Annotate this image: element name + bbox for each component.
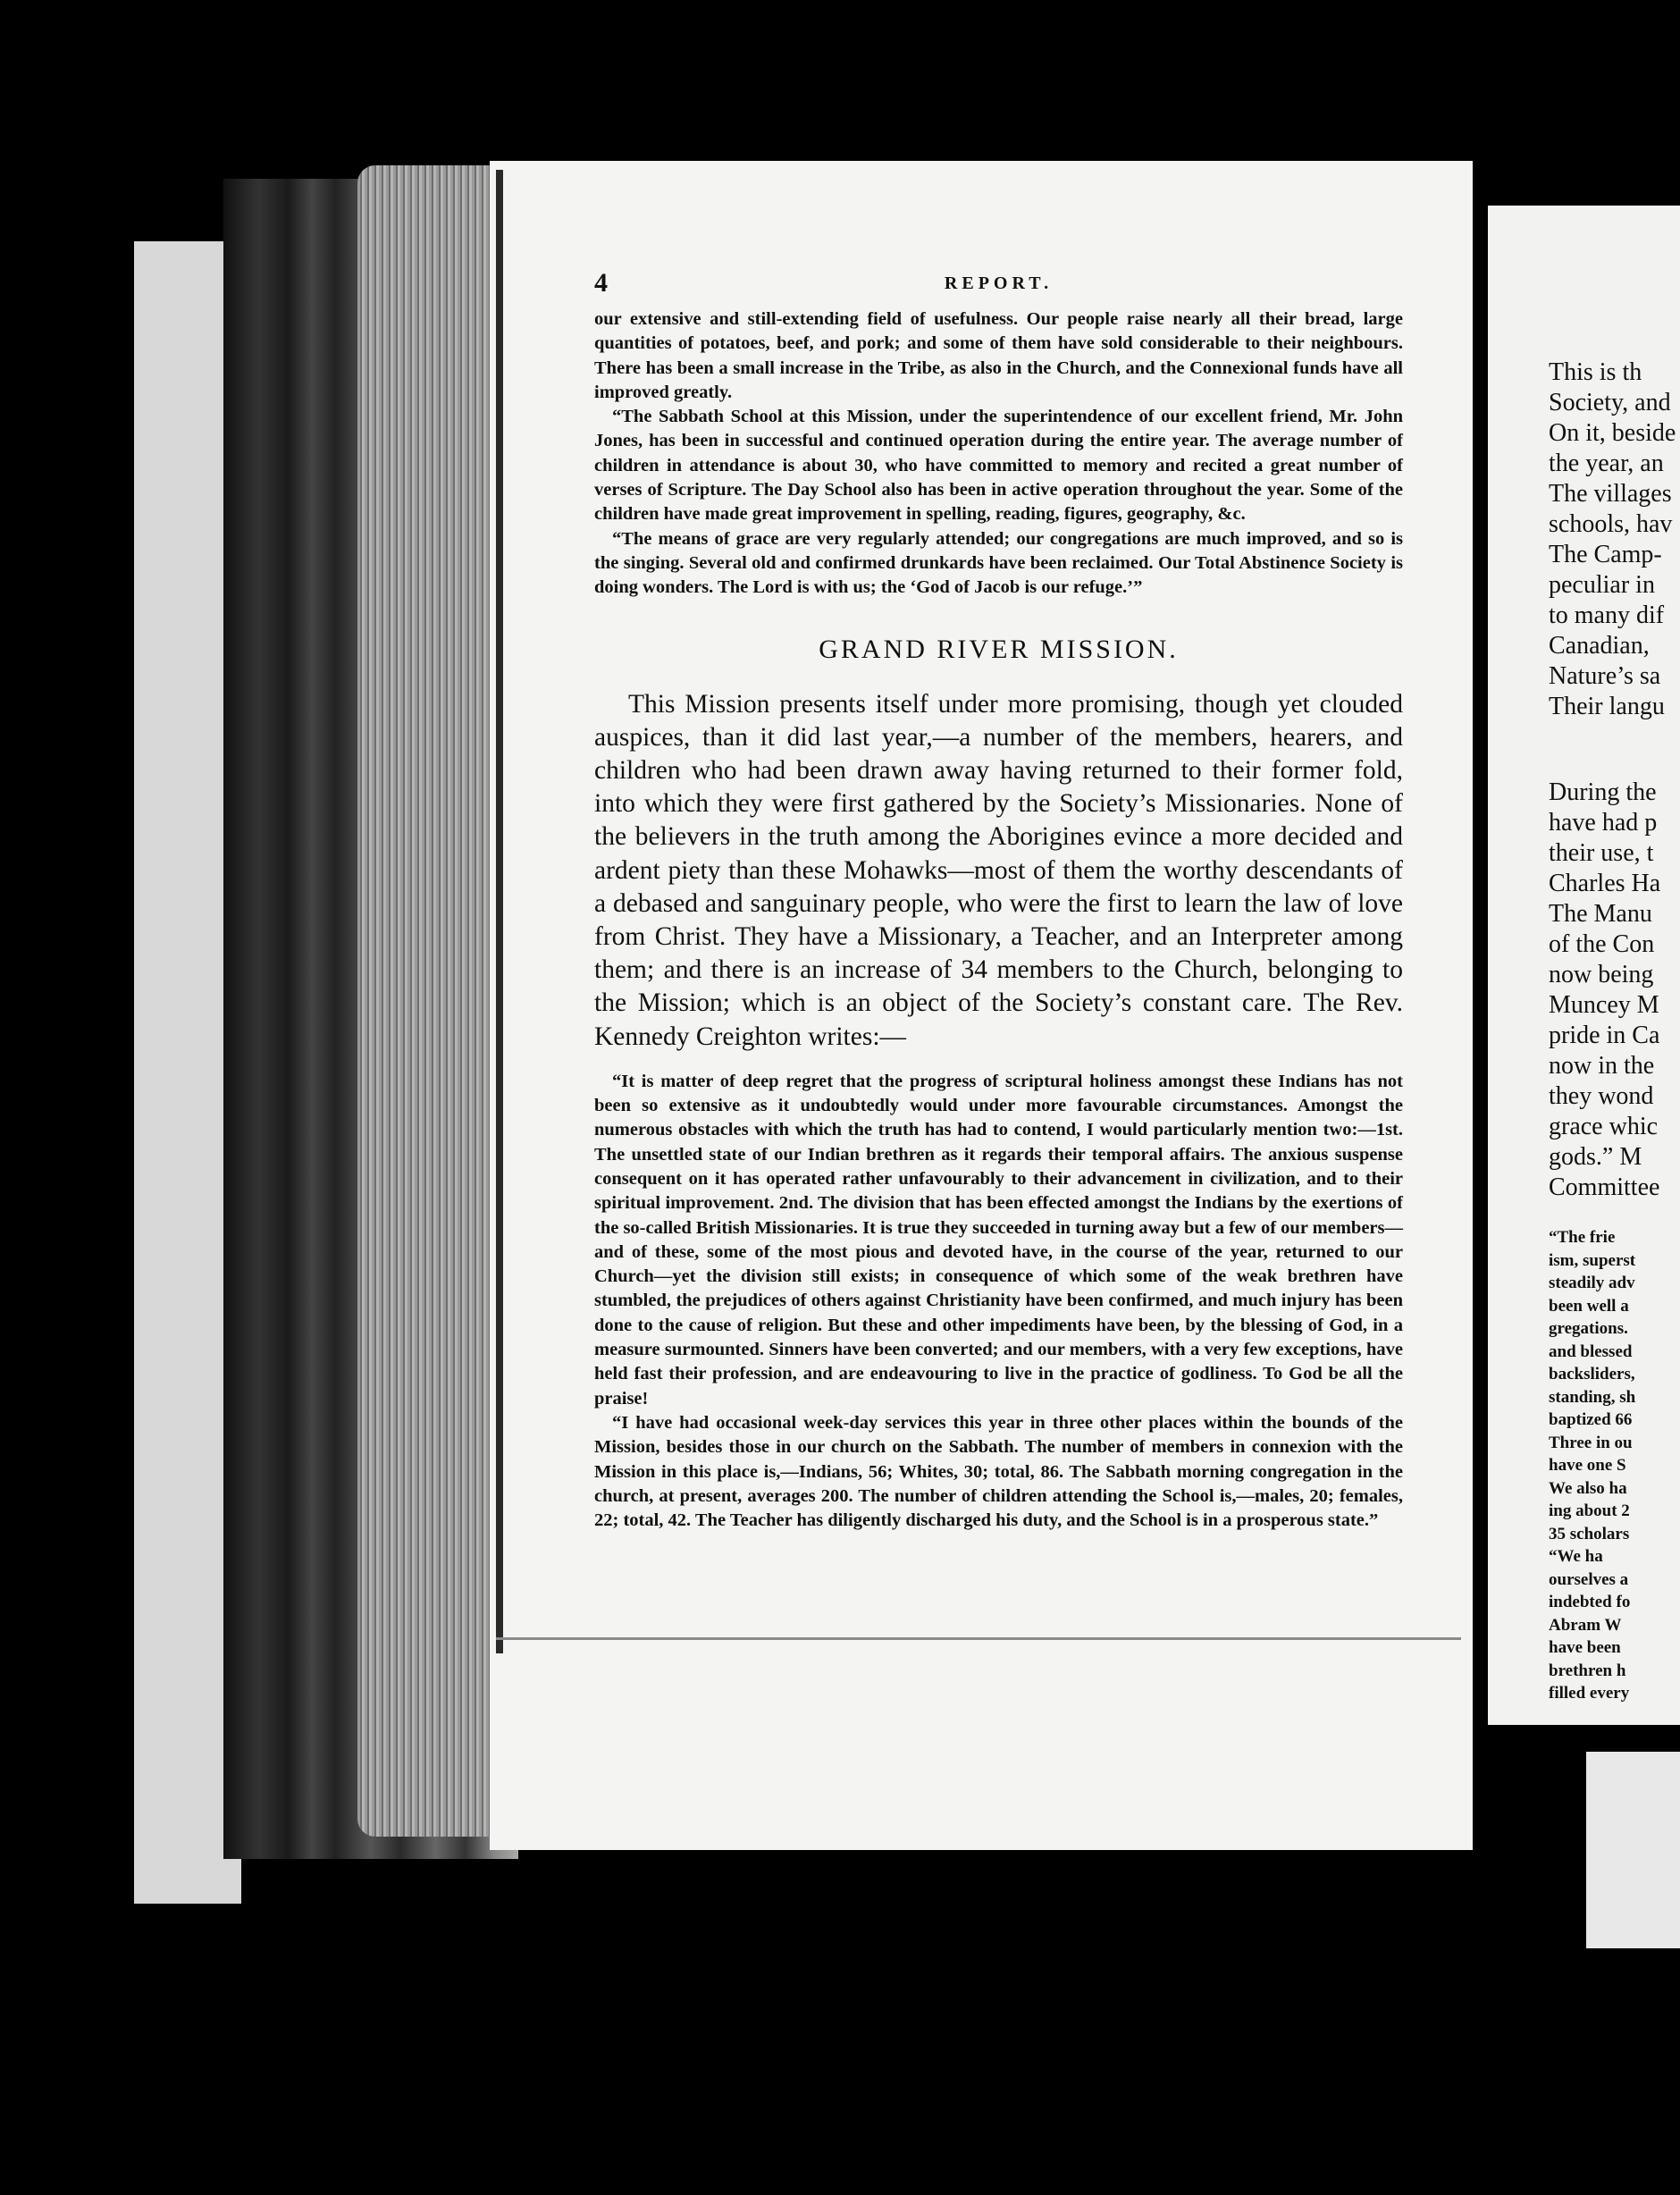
section-title: GRAND RIVER MISSION. — [819, 634, 1179, 664]
right-page-line: This is th — [1549, 358, 1642, 386]
right-page-line: have one S — [1549, 1456, 1626, 1475]
top-paragraph: “The Sabbath School at this Mission, under the superintendence of our excellent friend, Mr. John Jones, has been in successful and continued operation during the entire year. The average number of children in attendance is about 30, who have committed to memory and recited a great number of verses of Scripture. The Day School also has been in active operation throughout the year. Some of the children have made great improvement in spelling, reading, figures, geography, &c. — [594, 407, 1403, 525]
quote-paragraph: “I have had occasional week-day services this year in three other places within the bounds of the Mission, besides those in our church on the Sabbath. The number of members in connexion with the Mission in this place is,—Indians, 56; Whites, 30; total, 86. The Sabbath morning congregation in the church, at present, averages 200. The number of children attending the School is,—males, 20; females, 22; total, 42. The Teacher has diligently discharged his duty, and the School is in a prosperous state.” — [594, 1412, 1403, 1531]
right-page-line: gregations. — [1549, 1319, 1628, 1338]
right-page-line: Committee — [1549, 1173, 1660, 1201]
right-page-line: baptized 66 — [1549, 1410, 1633, 1429]
right-page-line: backsliders, — [1549, 1365, 1635, 1383]
right-page-block-3 — [1549, 1226, 1680, 1705]
right-page-line: On it, beside — [1549, 419, 1676, 447]
right-page-line: now being — [1549, 961, 1654, 988]
right-page-line: Nature’s sa — [1549, 662, 1661, 690]
right-page-line: We also ha — [1549, 1478, 1627, 1498]
right-page-block-1 — [1549, 357, 1680, 722]
right-page-line: During the — [1549, 778, 1657, 806]
right-page-line: Their langu — [1549, 693, 1665, 720]
top-paragraph: our extensive and still-extending field of usefulness. Our people raise nearly all their bread, large quantities of potatoes, beef, and pork; and some of them have sold considerable to their neighbours. There has been a small increase in the Tribe, as also in the Church, and the Connexional funds have all improved greatly. — [594, 309, 1403, 402]
right-page-line: been well a — [1549, 1296, 1629, 1316]
right-page-line: pride in Ca — [1549, 1022, 1660, 1049]
page-inner-border — [496, 170, 503, 1653]
right-page-line: their use, t — [1549, 839, 1654, 867]
right-page-line: 35 scholars — [1549, 1524, 1630, 1543]
right-page-line: Three in ou — [1549, 1433, 1633, 1452]
right-page-line: standing, sh — [1549, 1387, 1636, 1407]
page-edges — [357, 165, 509, 1837]
right-page-line: indebted fo — [1549, 1593, 1631, 1611]
right-page-line: to many dif — [1549, 601, 1665, 629]
right-page-line: brethren h — [1549, 1661, 1626, 1680]
quote-paragraph: “It is matter of deep regret that the progress of scriptural holiness amongst these Indians has not been so extensive as it undoubtedly would under more favourable circumstances. Amongst the numerous obstacles with which the truth has had to contend, I would particularly mention two:—1st. The unsettled state of our Indian brethren as it regards their temporal affairs. The anxious suspense consequent on it has operated rather unfavourably to their advancement in civilization, and to their spiritual improvement. 2nd. The division that has been effected amongst the Indians by the exertions of the so-called British Missionaries. It is true they succeeded in turning away but a few of our members—and of these, some of the most pious and devoted have, in the course of the year, returned to our Church—yet the division still exists; in consequence of which some of the weak brethren have stumbled, the prejudices of others against Christianity have been confirmed, and much injury has been done to the cause of religion. But these and other impediments have been, by the blessing of God, in a measure surmounted. Sinners have been converted; and our members, with a very few exceptions, have held fast their profession, and are endeavouring to live in the practice of godliness. To God be all the praise! — [594, 1071, 1403, 1409]
main-paragraph: This Mission presents itself under more promising, though yet clouded auspices, than it did last year,—a number of the members, hearers, and children who had been drawn away having returned to their former fold, into which they were first gathered by the Society’s Missionaries. None of the believers in the truth among the Aborigines evince a more decided and ardent piety than these Mohawks—most of them the worthy descendants of a debased and sanguinary people, who were the first to learn the law of love from Christ. They have a Missionary, a Teacher, and an Interpreter among them; and there is an increase of 34 members to the Church, belonging to the Mission; which is an object of the Society’s constant care. The Rev. Kennedy Creighton writes:— — [594, 689, 1403, 1051]
page-number: 4 — [594, 268, 608, 298]
right-page-line: The Manu — [1549, 900, 1652, 928]
right-page-line: they wond — [1549, 1082, 1654, 1110]
right-page-line: The Camp- — [1549, 541, 1662, 568]
right-page-corner — [1586, 1752, 1680, 1948]
right-page-line: now in the — [1549, 1052, 1655, 1080]
right-page-line: peculiar in — [1549, 571, 1655, 599]
running-head: REPORT. — [944, 273, 1054, 293]
right-page-line: have been — [1549, 1638, 1621, 1657]
right-page-line: The villages — [1549, 480, 1672, 508]
right-page-line: Society, and — [1549, 389, 1671, 416]
right-page-block-2 — [1549, 778, 1680, 1203]
right-page-line: schools, hav — [1549, 510, 1673, 538]
right-page-line: Abram W — [1549, 1615, 1622, 1635]
right-page-line: Canadian, — [1549, 632, 1650, 660]
top-paragraph: “The means of grace are very regularly attended; our congregations are much improved, and so is the singing. Several old and confirmed drunkards have been reclaimed. Our Total Abstinence Society is doing wonders. The Lord is with us; the ‘God of Jacob is our refuge.’” — [594, 528, 1403, 598]
right-page-line: “The frie — [1549, 1228, 1616, 1247]
right-page-line: ism, superst — [1549, 1250, 1636, 1270]
right-page-line: ourselves a — [1549, 1569, 1629, 1589]
right-page-line: grace whic — [1549, 1113, 1659, 1140]
right-page-line: Muncey M — [1549, 991, 1659, 1019]
right-page-line: ing about 2 — [1549, 1501, 1630, 1520]
right-page-line: Charles Ha — [1549, 870, 1661, 897]
right-page-line: the year, an — [1549, 450, 1664, 477]
right-page-line: “We ha — [1549, 1547, 1603, 1566]
right-page-line: and blessed — [1549, 1341, 1633, 1361]
right-page-line: filled every — [1549, 1684, 1630, 1703]
page-header — [594, 268, 1403, 307]
right-page-line: steadily adv — [1549, 1274, 1635, 1292]
right-page-line: gods.” M — [1549, 1143, 1642, 1171]
right-page-line: have had p — [1549, 809, 1658, 837]
main-text-column — [594, 268, 1403, 1533]
right-page-line: of the Con — [1549, 930, 1655, 958]
page-bottom-rule — [496, 1637, 1461, 1640]
right-page-text — [1549, 357, 1680, 1705]
